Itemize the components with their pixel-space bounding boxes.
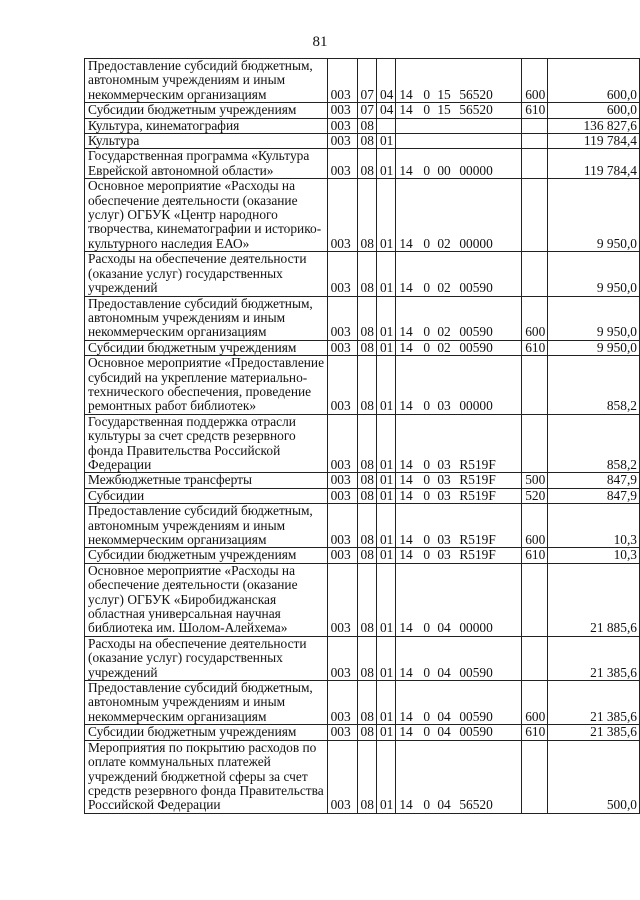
csr-part: 56520 <box>459 102 493 118</box>
csr-part: 00000 <box>459 398 493 414</box>
table-row <box>85 118 640 133</box>
row-ved: 003 <box>327 340 357 355</box>
csr-part: 0 <box>423 472 431 488</box>
table-row <box>85 563 640 636</box>
row-name: Субсидии бюджетным учреждениям <box>85 103 328 118</box>
row-ved: 003 <box>327 473 357 488</box>
row-vr: 610 <box>522 725 548 740</box>
row-amount: 21 385,6 <box>548 636 640 680</box>
table-row <box>85 488 640 503</box>
csr-part: 0 <box>423 456 431 472</box>
csr-part: 14 <box>399 664 413 680</box>
row-rz: 08 <box>357 134 376 149</box>
table-row <box>85 59 640 103</box>
csr-part: 0 <box>423 340 431 355</box>
row-vr: 600 <box>522 504 548 548</box>
row-csr <box>396 103 522 118</box>
csr-part: 00590 <box>459 664 493 680</box>
row-pr <box>376 118 395 133</box>
row-vr <box>522 740 548 813</box>
row-ved: 003 <box>327 725 357 740</box>
csr-part: 14 <box>399 708 413 724</box>
row-ved: 003 <box>327 563 357 636</box>
csr-code <box>399 710 509 724</box>
csr-part: 03 <box>437 488 451 503</box>
csr-part: 14 <box>399 102 413 118</box>
row-csr <box>396 134 522 149</box>
row-pr: 04 <box>376 103 395 118</box>
row-csr <box>396 488 522 503</box>
csr-part: 0 <box>423 797 431 813</box>
csr-part: 14 <box>399 547 413 563</box>
row-amount: 858,2 <box>548 356 640 415</box>
table-row <box>85 134 640 149</box>
table-row <box>85 296 640 340</box>
csr-part: 0 <box>423 235 431 251</box>
row-name: Государственная программа «Культура Еврейской автономной области» <box>85 149 328 179</box>
row-pr: 01 <box>376 134 395 149</box>
row-vr: 500 <box>522 473 548 488</box>
row-csr <box>396 149 522 179</box>
table-row <box>85 740 640 813</box>
row-amount: 119 784,4 <box>548 134 640 149</box>
row-ved: 003 <box>327 118 357 133</box>
table-row <box>85 473 640 488</box>
row-amount: 847,9 <box>548 488 640 503</box>
csr-code <box>399 134 509 148</box>
row-name: Субсидии бюджетным учреждениям <box>85 725 328 740</box>
csr-code <box>399 489 509 503</box>
budget-table-body <box>85 59 640 814</box>
row-name: Межбюджетные трансферты <box>85 473 328 488</box>
row-pr: 01 <box>376 179 395 252</box>
table-row <box>85 179 640 252</box>
csr-part: 14 <box>399 797 413 813</box>
table-row <box>85 681 640 725</box>
row-rz: 08 <box>357 725 376 740</box>
row-ved: 003 <box>327 179 357 252</box>
csr-part: R519F <box>459 456 496 472</box>
csr-part: R519F <box>459 488 496 503</box>
row-name: Предоставление субсидий бюджетным, автономным учреждениям и иным некоммерческим организациям <box>85 59 328 103</box>
row-csr <box>396 252 522 296</box>
row-rz: 08 <box>357 296 376 340</box>
csr-part: R519F <box>459 532 496 547</box>
row-pr: 01 <box>376 473 395 488</box>
csr-part: 02 <box>437 280 451 296</box>
row-amount: 119 784,4 <box>548 149 640 179</box>
row-csr <box>396 414 522 473</box>
csr-part: 0 <box>423 532 431 547</box>
table-row <box>85 252 640 296</box>
csr-part: 56520 <box>459 797 493 813</box>
row-rz: 08 <box>357 473 376 488</box>
row-name: Основное мероприятие «Предоставление субсидий на укрепление материально-технического обеспечения, проведение ремонтных работ библиотек» <box>85 356 328 415</box>
row-ved: 003 <box>327 548 357 563</box>
row-csr <box>396 563 522 636</box>
csr-part: 04 <box>437 708 451 724</box>
csr-part: 0 <box>423 102 431 118</box>
row-rz: 08 <box>357 548 376 563</box>
row-amount: 9 950,0 <box>548 296 640 340</box>
row-csr <box>396 118 522 133</box>
csr-part: 0 <box>423 324 431 340</box>
csr-part: 14 <box>399 398 413 414</box>
csr-part: 00 <box>437 162 451 178</box>
row-rz: 08 <box>357 149 376 179</box>
csr-part: 03 <box>437 547 451 563</box>
csr-part: 00000 <box>459 620 493 636</box>
csr-part: 15 <box>437 102 451 118</box>
row-vr <box>522 356 548 415</box>
row-vr: 600 <box>522 59 548 103</box>
table-row <box>85 548 640 563</box>
row-rz: 08 <box>357 179 376 252</box>
table-row <box>85 149 640 179</box>
row-pr: 01 <box>376 504 395 548</box>
table-row <box>85 103 640 118</box>
row-amount: 600,0 <box>548 103 640 118</box>
row-amount: 847,9 <box>548 473 640 488</box>
csr-part: 02 <box>437 324 451 340</box>
row-ved: 003 <box>327 149 357 179</box>
row-amount: 21 385,6 <box>548 681 640 725</box>
csr-part: 0 <box>423 162 431 178</box>
row-name: Предоставление субсидий бюджетным, автономным учреждениям и иным некоммерческим организациям <box>85 296 328 340</box>
csr-code <box>399 237 509 251</box>
csr-part: 14 <box>399 340 413 355</box>
csr-part: 00590 <box>459 324 493 340</box>
csr-code <box>399 88 509 102</box>
row-pr: 01 <box>376 149 395 179</box>
csr-part: 04 <box>437 664 451 680</box>
row-ved: 003 <box>327 252 357 296</box>
csr-code <box>399 103 509 117</box>
row-name: Основное мероприятие «Расходы на обеспечение деятельности (оказание услуг) ОГБУК «Биробиджанская областная универсальная научная библиотека им. Шолом-Алейхема» <box>85 563 328 636</box>
row-pr: 01 <box>376 414 395 473</box>
row-name: Основное мероприятие «Расходы на обеспечение деятельности (оказание услуг) ОГБУК «Центр народного творчества, кинематографии и историко-культурного наследия ЕАО» <box>85 179 328 252</box>
row-pr: 01 <box>376 636 395 680</box>
csr-part: 00590 <box>459 280 493 296</box>
row-pr: 01 <box>376 252 395 296</box>
row-rz: 08 <box>357 504 376 548</box>
row-ved: 003 <box>327 681 357 725</box>
row-ved: 003 <box>327 103 357 118</box>
csr-part: 00590 <box>459 708 493 724</box>
row-amount: 9 950,0 <box>548 252 640 296</box>
row-pr: 01 <box>376 340 395 355</box>
csr-code <box>399 798 509 812</box>
row-csr <box>396 740 522 813</box>
row-vr <box>522 118 548 133</box>
csr-part: 0 <box>423 86 431 102</box>
row-rz: 08 <box>357 356 376 415</box>
row-name: Культура <box>85 134 328 149</box>
row-amount: 600,0 <box>548 59 640 103</box>
csr-code <box>399 533 509 547</box>
row-vr: 610 <box>522 548 548 563</box>
row-pr: 01 <box>376 681 395 725</box>
csr-part: 04 <box>437 724 451 740</box>
row-amount: 21 885,6 <box>548 563 640 636</box>
row-name: Субсидии бюджетным учреждениям <box>85 548 328 563</box>
csr-part: 0 <box>423 664 431 680</box>
row-name: Расходы на обеспечение деятельности (оказание услуг) государственных учреждений <box>85 252 328 296</box>
row-vr: 600 <box>522 681 548 725</box>
csr-part: 00000 <box>459 162 493 178</box>
row-ved: 003 <box>327 134 357 149</box>
row-name: Расходы на обеспечение деятельности (оказание услуг) государственных учреждений <box>85 636 328 680</box>
row-name: Культура, кинематография <box>85 118 328 133</box>
csr-code <box>399 548 509 562</box>
row-name: Предоставление субсидий бюджетным, автономным учреждениям и иным некоммерческим организациям <box>85 681 328 725</box>
row-rz: 08 <box>357 340 376 355</box>
csr-part: 03 <box>437 456 451 472</box>
table-row <box>85 504 640 548</box>
csr-part: 03 <box>437 532 451 547</box>
row-rz: 08 <box>357 488 376 503</box>
row-vr <box>522 636 548 680</box>
row-rz: 08 <box>357 681 376 725</box>
row-csr <box>396 340 522 355</box>
csr-part: 56520 <box>459 86 493 102</box>
csr-part: 0 <box>423 708 431 724</box>
row-rz: 07 <box>357 59 376 103</box>
row-pr: 01 <box>376 548 395 563</box>
row-amount: 9 950,0 <box>548 340 640 355</box>
row-name: Предоставление субсидий бюджетным, автономным учреждениям и иным некоммерческим организациям <box>85 504 328 548</box>
row-pr: 01 <box>376 563 395 636</box>
table-row <box>85 340 640 355</box>
row-csr <box>396 473 522 488</box>
row-vr <box>522 252 548 296</box>
table-row <box>85 356 640 415</box>
row-ved: 003 <box>327 59 357 103</box>
csr-code <box>399 399 509 413</box>
csr-code <box>399 325 509 339</box>
budget-table <box>84 58 640 814</box>
csr-part: 00590 <box>459 724 493 740</box>
row-ved: 003 <box>327 636 357 680</box>
csr-part: R519F <box>459 472 496 488</box>
csr-part: 03 <box>437 398 451 414</box>
csr-part: 00590 <box>459 340 493 355</box>
csr-part: 14 <box>399 472 413 488</box>
row-csr <box>396 636 522 680</box>
row-vr <box>522 179 548 252</box>
row-vr: 600 <box>522 296 548 340</box>
csr-part: 14 <box>399 324 413 340</box>
row-amount: 858,2 <box>548 414 640 473</box>
row-ved: 003 <box>327 740 357 813</box>
row-name: Субсидии <box>85 488 328 503</box>
row-amount: 10,3 <box>548 548 640 563</box>
row-pr: 01 <box>376 488 395 503</box>
row-amount: 136 827,6 <box>548 118 640 133</box>
row-pr: 01 <box>376 740 395 813</box>
csr-part: 14 <box>399 280 413 296</box>
row-rz: 08 <box>357 563 376 636</box>
row-name: Субсидии бюджетным учреждениям <box>85 340 328 355</box>
row-vr <box>522 134 548 149</box>
row-pr: 01 <box>376 356 395 415</box>
row-vr <box>522 563 548 636</box>
csr-part: 04 <box>437 797 451 813</box>
row-ved: 003 <box>327 414 357 473</box>
row-csr <box>396 725 522 740</box>
row-name: Государственная поддержка отрасли культуры за счет средств резервного фонда Правительства Российской Федерации <box>85 414 328 473</box>
row-csr <box>396 179 522 252</box>
csr-part: 0 <box>423 488 431 503</box>
csr-code <box>399 666 509 680</box>
row-amount: 10,3 <box>548 504 640 548</box>
row-csr <box>396 356 522 415</box>
row-amount: 21 385,6 <box>548 725 640 740</box>
row-pr: 01 <box>376 725 395 740</box>
row-ved: 003 <box>327 356 357 415</box>
row-vr: 610 <box>522 103 548 118</box>
row-vr: 610 <box>522 340 548 355</box>
page-number: 81 <box>312 34 328 50</box>
row-amount: 9 950,0 <box>548 179 640 252</box>
csr-part: 14 <box>399 162 413 178</box>
csr-part: 14 <box>399 724 413 740</box>
csr-part: 0 <box>423 280 431 296</box>
csr-part: 14 <box>399 235 413 251</box>
row-rz: 08 <box>357 636 376 680</box>
csr-code <box>399 458 509 472</box>
csr-part: 04 <box>437 620 451 636</box>
row-rz: 08 <box>357 118 376 133</box>
csr-part: 0 <box>423 398 431 414</box>
row-pr: 04 <box>376 59 395 103</box>
row-vr <box>522 149 548 179</box>
csr-code <box>399 341 509 355</box>
csr-part: 0 <box>423 547 431 563</box>
row-amount: 500,0 <box>548 740 640 813</box>
row-rz: 08 <box>357 414 376 473</box>
row-rz: 08 <box>357 252 376 296</box>
csr-code <box>399 725 509 739</box>
csr-part: 0 <box>423 620 431 636</box>
row-name: Мероприятия по покрытию расходов по оплате коммунальных платежей учреждений бюджетной сферы за счет средств резервного фонда Правительства Российской Федерации <box>85 740 328 813</box>
row-rz: 08 <box>357 740 376 813</box>
row-ved: 003 <box>327 296 357 340</box>
row-ved: 003 <box>327 488 357 503</box>
csr-part: 02 <box>437 340 451 355</box>
csr-code <box>399 164 509 178</box>
csr-code <box>399 281 509 295</box>
row-csr <box>396 548 522 563</box>
row-rz: 07 <box>357 103 376 118</box>
row-ved: 003 <box>327 504 357 548</box>
csr-part: 14 <box>399 532 413 547</box>
csr-code <box>399 473 509 487</box>
table-row <box>85 725 640 740</box>
csr-part: R519F <box>459 547 496 563</box>
csr-part: 15 <box>437 86 451 102</box>
csr-part: 00000 <box>459 235 493 251</box>
csr-part: 03 <box>437 472 451 488</box>
row-pr: 01 <box>376 296 395 340</box>
csr-part: 14 <box>399 488 413 503</box>
csr-part: 02 <box>437 235 451 251</box>
row-csr <box>396 59 522 103</box>
row-vr <box>522 414 548 473</box>
csr-part: 14 <box>399 86 413 102</box>
csr-part: 14 <box>399 456 413 472</box>
row-csr <box>396 296 522 340</box>
table-row <box>85 636 640 680</box>
csr-code <box>399 621 509 635</box>
csr-part: 0 <box>423 724 431 740</box>
csr-code <box>399 119 509 133</box>
csr-part: 14 <box>399 620 413 636</box>
table-row <box>85 414 640 473</box>
row-csr <box>396 504 522 548</box>
row-csr <box>396 681 522 725</box>
row-vr: 520 <box>522 488 548 503</box>
